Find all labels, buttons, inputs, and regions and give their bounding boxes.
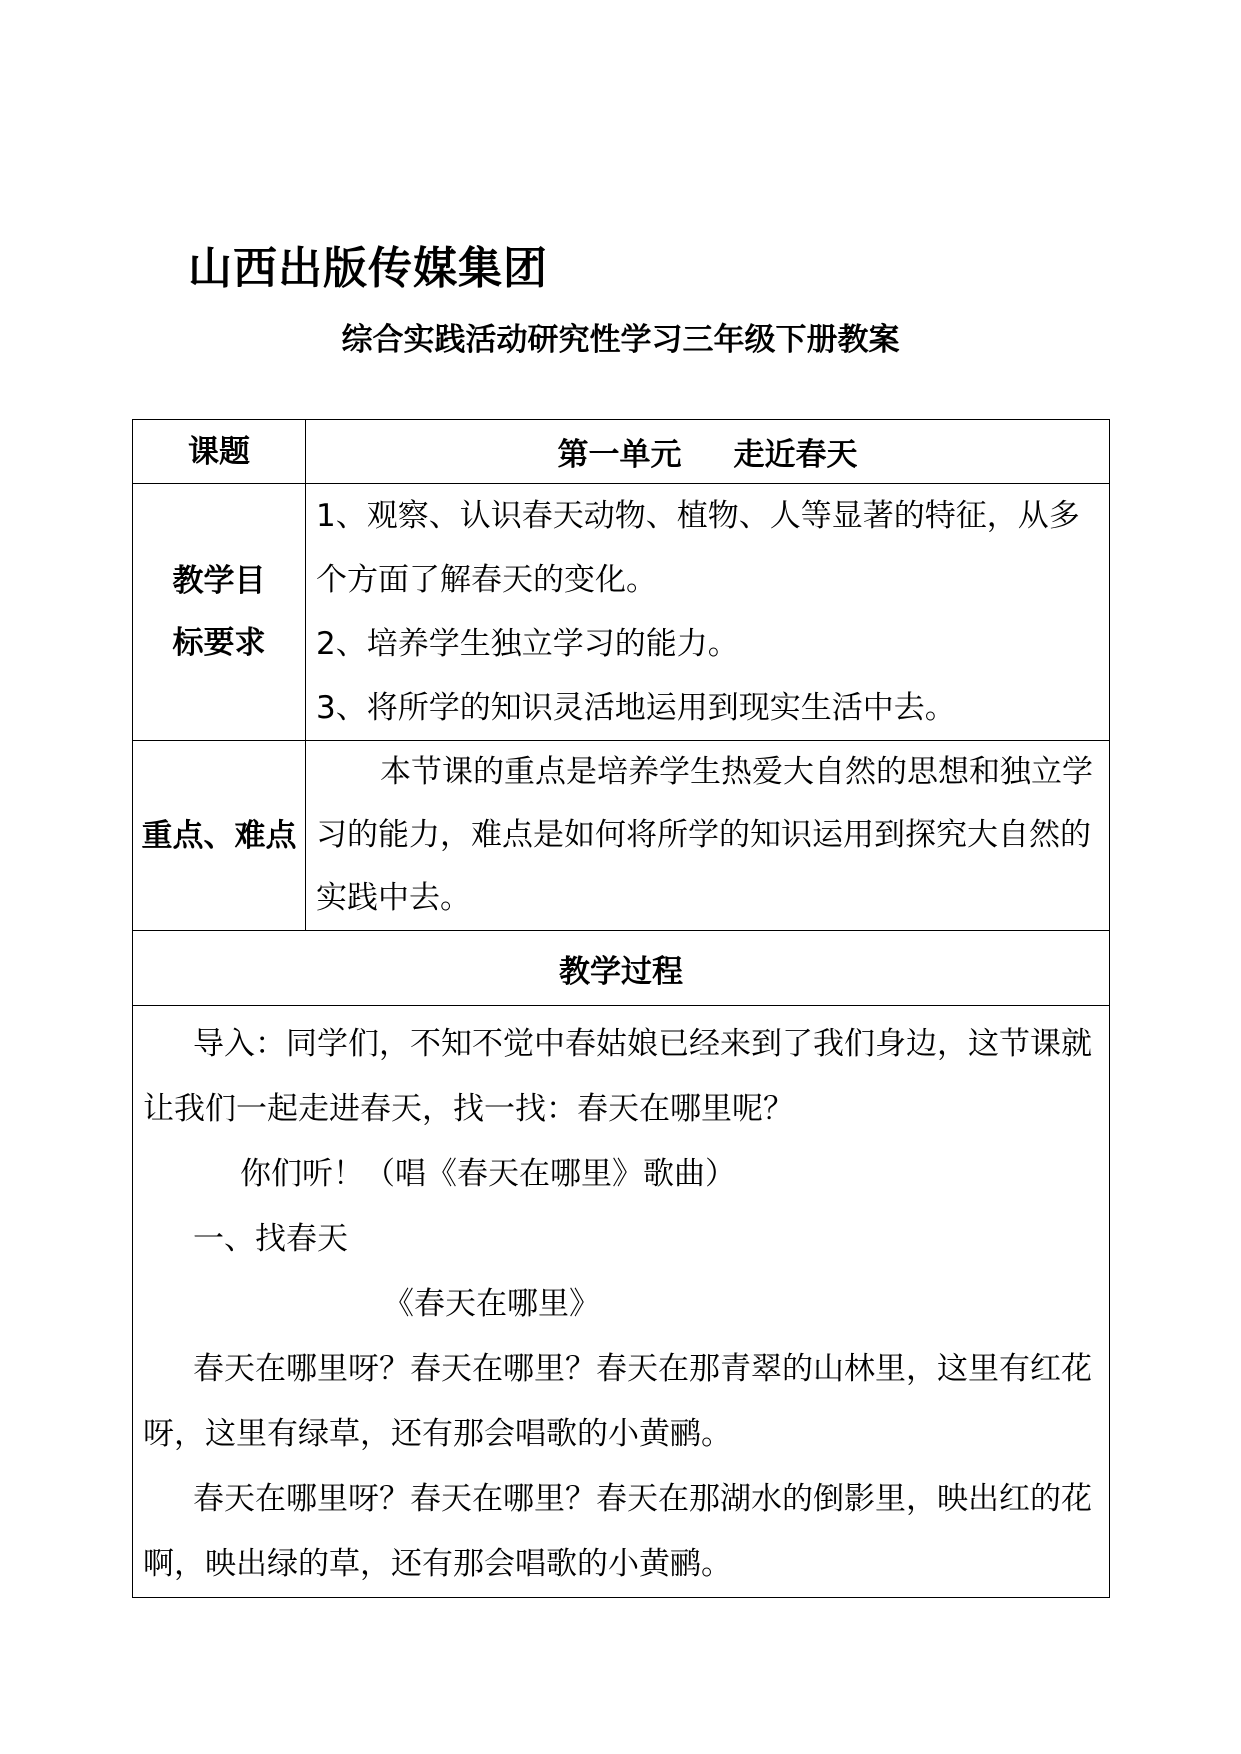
- objective-item-3: 3、将所学的知识灵活地运用到现实生活中去。: [316, 690, 956, 726]
- lesson-plan-table: [132, 419, 1110, 1598]
- topic-label: 课题: [133, 420, 306, 484]
- key-points-row: [133, 741, 1110, 931]
- document-title: 综合实践活动研究性学习三年级下册教案: [341, 322, 900, 358]
- key-points-label: 重点、难点: [133, 741, 306, 931]
- song-verse-2: 春天在哪里呀？春天在哪里？春天在那湖水的倒影里，映出红的花啊，映出绿的草，还有那会唱歌的小黄鹂。: [143, 1481, 1092, 1582]
- process-header-row: [133, 931, 1110, 1006]
- objectives-content: [306, 484, 1110, 741]
- topic-name: 走近春天: [733, 437, 858, 473]
- topic-row: [133, 420, 1110, 484]
- topic-unit: 第一单元: [557, 437, 682, 473]
- objective-item-2: 2、培养学生独立学习的能力。: [316, 626, 739, 662]
- publisher-name: 山西出版传媒集团: [188, 243, 548, 294]
- objectives-label-line2: 标要求: [172, 625, 266, 661]
- objectives-label: [133, 484, 306, 741]
- process-content: [133, 1006, 1110, 1598]
- process-body-row: [133, 1006, 1110, 1598]
- process-heading: 教学过程: [133, 931, 1110, 1006]
- process-listen: 你们听！（唱《春天在哪里》歌曲）: [240, 1156, 736, 1192]
- process-section-1: 一、找春天: [193, 1221, 348, 1257]
- key-points-text: 本节课的重点是培养学生热爱大自然的思想和独立学习的能力，难点是如何将所学的知识运用到探究大自然的实践中去。: [316, 754, 1093, 916]
- objectives-label-line1: 教学目: [172, 563, 266, 599]
- key-points-content: [306, 741, 1110, 931]
- objectives-row: [133, 484, 1110, 741]
- process-intro: 导入：同学们，不知不觉中春姑娘已经来到了我们身边，这节课就让我们一起走进春天，找一找：春天在哪里呢？: [143, 1026, 1092, 1127]
- objective-item-1: 1、观察、认识春天动物、植物、人等显著的特征，从多个方面了解春天的变化。: [316, 498, 1080, 598]
- topic-value: [306, 420, 1110, 484]
- song-title: 《春天在哪里》: [383, 1286, 600, 1322]
- song-verse-1: 春天在哪里呀？春天在哪里？春天在那青翠的山林里，这里有红花呀，这里有绿草，还有那会唱歌的小黄鹂。: [143, 1351, 1092, 1452]
